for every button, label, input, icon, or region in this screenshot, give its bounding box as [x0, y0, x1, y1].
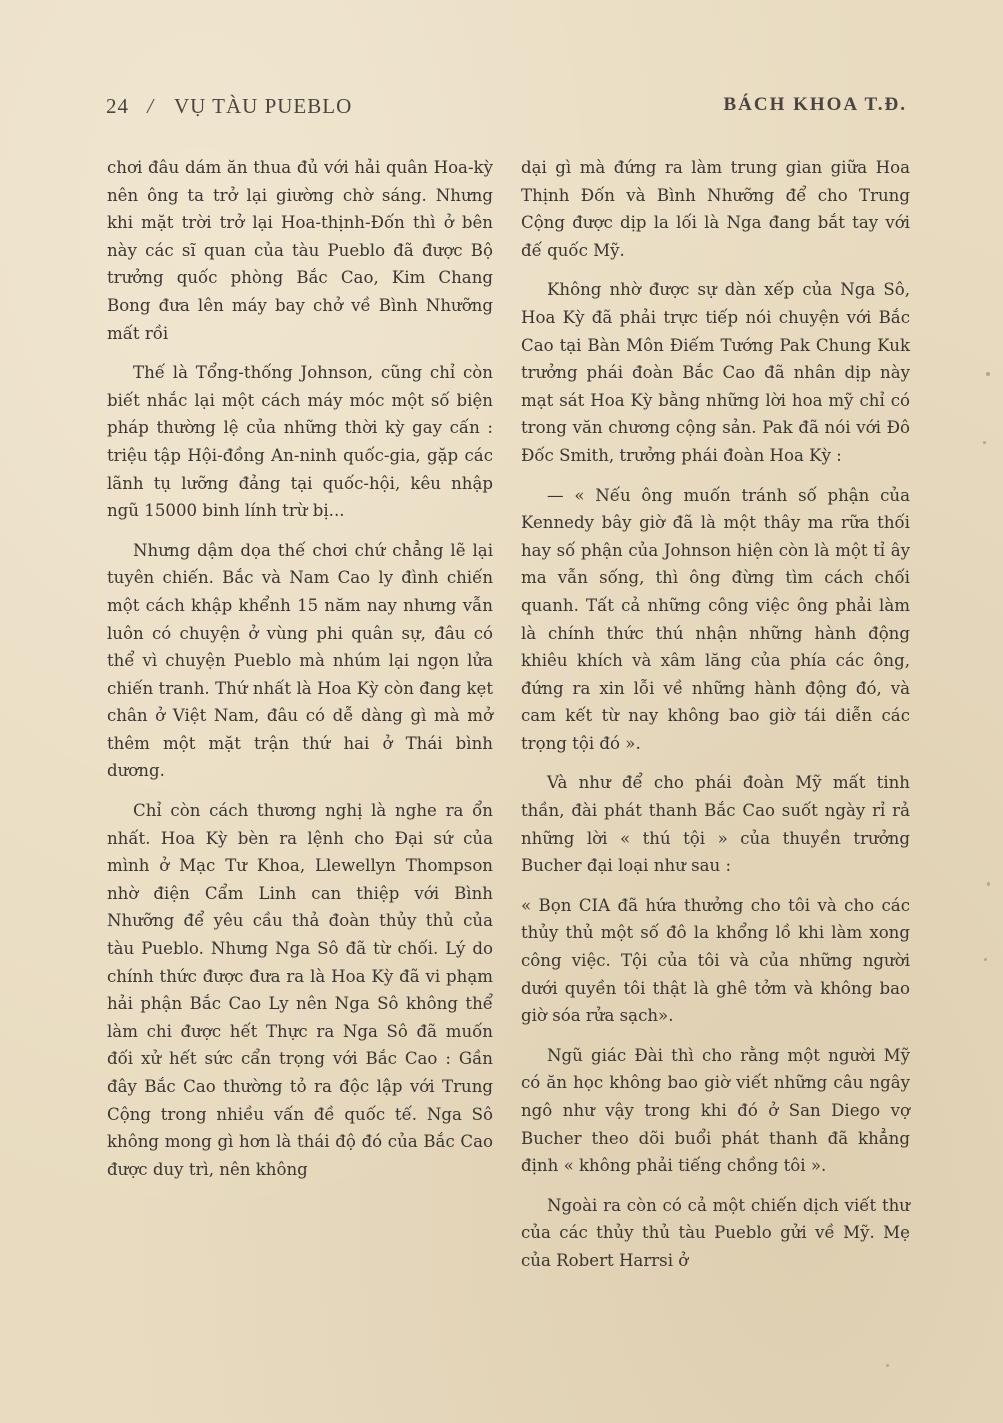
paragraph: Ngoài ra còn có cả một chiến dịch viết thư của các thủy thủ tàu Pueblo gửi về Mỹ. Mẹ của Robert Harrsi ở: [521, 1195, 910, 1270]
page-header: [106, 94, 907, 124]
publication-name: BÁCH KHOA T.Đ.: [723, 94, 907, 115]
running-title: [106, 94, 352, 119]
paper-speck: [986, 372, 990, 376]
paragraph: Không nhờ được sự dàn xếp của Nga Sô, Hoa Kỳ đã phải trực tiếp nói chuyện với Bắc Cao tại Bàn Môn Điếm Tướng Pak Chung Kuk trưởng phái đoàn Bắc Cao đã nhân dịp này mạt sát Hoa Kỳ bằng những lời hoa mỹ chỉ có trong văn chương cộng sản. Pak đã nói với Đô Đốc Smith, trưởng phái đoàn Hoa Kỳ :: [521, 280, 910, 465]
paragraph: Thế là Tổng-thống Johnson, cũng chỉ còn biết nhắc lại một cách máy móc một số biện pháp thường lệ của những thời kỳ gay cấn : triệu tập Hội-đồng An-ninh quốc-gia, gặp các lãnh tụ lưỡng đảng tại quốc-hội, kêu nhập ngũ 15000 binh lính trừ bị...: [107, 363, 493, 521]
left-text-column: [107, 154, 493, 1183]
paper-speck: [984, 958, 987, 961]
paragraph: « Bọn CIA đã hứa thưởng cho tôi và cho các thủy thủ một số đô la khổng lồ khi làm xong công việc. Tội của tôi và của những người dưới quyền tôi thật là ghê tởm và không bao giờ sóa rửa sạch».: [521, 895, 910, 1026]
paper-speck: [987, 882, 990, 886]
paragraph: Và như để cho phái đoàn Mỹ mất tinh thần, đài phát thanh Bắc Cao suốt ngày rỉ rả những lời « thú tội » của thuyền trưởng Bucher đại loại như sau :: [521, 773, 910, 876]
paragraph: — « Nếu ông muốn tránh số phận của Kennedy bây giờ đã là một thây ma rữa thối hay số phận của Johnson hiện còn là một tỉ ây ma vẫn sống, thì ông đừng tìm cách chối quanh. Tất cả những công việc ông phải làm là chính thức thú nhận những hành động khiêu khích và xâm lăng của phía các ông, đứng ra xin lỗi về những hành động đó, và cam kết từ nay không bao giờ tái diễn các trọng tội đó ».: [521, 485, 910, 753]
article-title: VỤ TÀU PUEBLO: [173, 94, 353, 118]
paragraph: chơi đâu dám ăn thua đủ với hải quân Hoa-kỳ nên ông ta trở lại giường chờ sáng. Nhưng khi mặt trời trở lại Hoa-thịnh-Đốn thì ở bên này các sĩ quan của tàu Pueblo đã được Bộ trưởng quốc phòng Bắc Cao, Kim Chang Bong đưa lên máy bay chở về Bình Nhưỡng mất rồi: [107, 158, 493, 343]
paragraph: Nhưng dậm dọa thế chơi chứ chẳng lẽ lại tuyên chiến. Bắc và Nam Cao ly đình chiến một cách khập khểnh 15 năm nay nhưng vẫn luôn có chuyện ở vùng phi quân sự, đâu có thể vì chuyện Pueblo mà nhúm lại ngọn lửa chiến tranh. Thứ nhất là Hoa Kỳ còn đang kẹt chân ở Việt Nam, đâu có dễ dàng gì mà mở thêm một mặt trận thứ hai ở Thái bình dương.: [107, 540, 493, 781]
paragraph: dại gì mà đứng ra làm trung gian giữa Hoa Thịnh Đốn và Bình Nhưỡng để cho Trung Cộng được dịp la lối là Nga đang bắt tay với đế quốc Mỹ.: [521, 158, 910, 260]
paper-speck: [983, 441, 986, 444]
paper-speck: [886, 1364, 889, 1367]
header-separator: /: [147, 94, 155, 118]
paragraph: Chỉ còn cách thương nghị là nghe ra ổn nhất. Hoa Kỳ bèn ra lệnh cho Đại sứ của mình ở Mạc Tư Khoa, Llewellyn Thompson nhờ điện Cẩm Linh can thiệp với Bình Nhưỡng để yêu cầu thả đoàn thủy thủ của tàu Pueblo. Nhưng Nga Sô đã từ chối. Lý do chính thức được đưa ra là Hoa Kỳ đã vi phạm hải phận Bắc Cao Ly nên Nga Sô không thể làm chi được hết Thực ra Nga Sô đã muốn đối xử hết sức cẩn trọng với Bắc Cao : Gần đây Bắc Cao thường tỏ ra độc lập với Trung Cộng trong nhiều vấn đề quốc tế. Nga Sô không mong gì hơn là thái độ đó của Bắc Cao được duy trì, nên không: [107, 801, 493, 1179]
paragraph: Ngũ giác Đài thì cho rằng một người Mỹ có ăn học không bao giờ viết những câu ngây ngô như vậy trong khi đó ở San Diego vợ Bucher theo dõi buổi phát thanh đã khẳng định « không phải tiếng chồng tôi ».: [521, 1045, 910, 1176]
page-number: 24: [106, 94, 129, 118]
right-text-column: [521, 154, 910, 1275]
